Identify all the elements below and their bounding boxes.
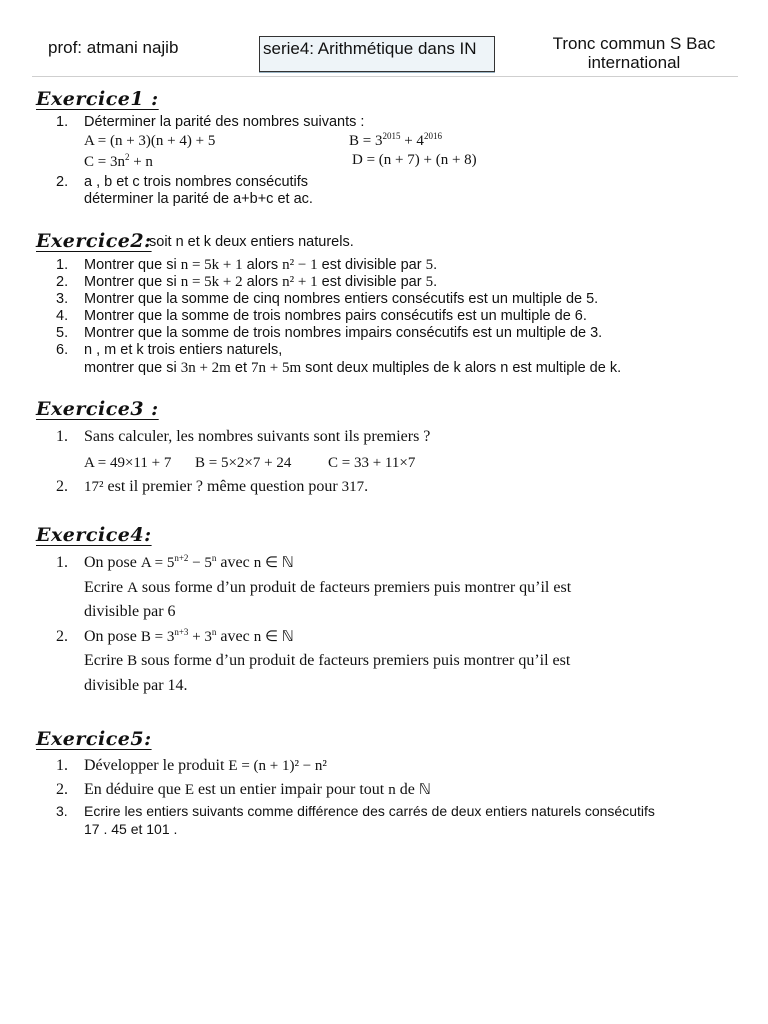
ex3-q1-text: Sans calculer, les nombres suivants sont ils premiers ? xyxy=(84,428,431,445)
ex1-q2-number: 2. xyxy=(56,174,69,190)
ex2-last-m1: 3n + 2m xyxy=(180,360,231,376)
ex4-q2-m2: n ∈ ℕ xyxy=(253,629,294,645)
ex1-expr-B xyxy=(349,131,442,150)
ex2-item2-d: . xyxy=(433,274,438,290)
ex4-q2-line3: divisible par 14. xyxy=(84,677,188,694)
ex3-expr-A: A = 49×11 + 7 xyxy=(84,455,172,471)
class-level-line1: Tronc commun S Bac xyxy=(552,34,716,53)
ex4-q1-m-exp: n+2 xyxy=(174,553,189,563)
ex5-q2-m1: E xyxy=(184,782,195,798)
ex5-q1-number: 1. xyxy=(56,757,68,774)
exercise3-title: Exercice3 : xyxy=(36,398,159,420)
ex4-q1-line2 xyxy=(84,579,571,597)
ex4-q1-a: On pose xyxy=(84,554,141,571)
ex4-q2-m-exp: n+3 xyxy=(174,627,189,637)
ex3-q1-number: 1. xyxy=(56,428,68,445)
ex2-item6-line2 xyxy=(84,360,621,377)
ex4-q1-line2-a: Ecrire xyxy=(84,579,128,596)
ex4-q1-m2: n ∈ ℕ xyxy=(253,555,294,571)
ex3-q2-a: est il premier ? même question pour xyxy=(103,478,342,495)
ex2-item-4 xyxy=(56,308,587,324)
ex2-item-3 xyxy=(56,291,598,307)
ex2-item2-m2: n² + 1 xyxy=(282,274,318,290)
ex2-item4-number: 4. xyxy=(56,308,69,324)
ex4-q1-m-base: A = 5 xyxy=(140,555,175,571)
ex2-last-a: montrer que si xyxy=(84,360,181,376)
ex2-item2-b: alors xyxy=(242,274,283,290)
ex4-q1-line2-b: sous forme d’un produit de facteurs premiers puis montrer qu’il est xyxy=(137,579,572,596)
ex5-question3 xyxy=(56,803,655,819)
header-divider xyxy=(32,76,738,77)
ex5-q2-c: de xyxy=(395,781,419,798)
ex2-item3-text: Montrer que la somme de cinq nombres entiers consécutifs est un multiple de 5. xyxy=(84,291,599,307)
ex4-q2-b: avec xyxy=(216,628,254,645)
ex5-q3-line2: 17 . 45 et 101 . xyxy=(84,821,178,837)
ex5-q3-line1: Ecrire les entiers suivants comme différence des carrés de deux entiers naturels consécutifs xyxy=(84,803,655,819)
ex4-q2-line2-m: B xyxy=(127,653,138,669)
ex4-q2-number: 2. xyxy=(56,628,68,645)
ex2-item1-d: . xyxy=(433,257,438,273)
ex3-question2 xyxy=(56,478,368,496)
series-title-box xyxy=(259,36,495,72)
ex2-item1-m3: 5 xyxy=(425,257,434,273)
teacher-name: prof: atmani najib xyxy=(48,38,179,57)
class-level-line2: international xyxy=(587,53,681,72)
ex1-q1-text: Déterminer la parité des nombres suivants : xyxy=(84,114,365,130)
ex4-q2-m-base: B = 3 xyxy=(140,629,175,645)
ex3-q2-m2: 317 xyxy=(341,479,365,495)
ex2-item3-number: 3. xyxy=(56,291,69,307)
ex4-q1-m-exp2: n xyxy=(211,553,217,563)
exercise2-title: Exercice2: xyxy=(36,230,152,252)
ex5-q2-m3: ℕ xyxy=(418,782,431,798)
ex4-q2-line2 xyxy=(84,652,570,670)
ex4-question1 xyxy=(56,553,294,572)
ex1-C-exp: 2 xyxy=(124,152,130,162)
ex1-q1-number: 1. xyxy=(56,114,69,130)
ex2-item5-text: Montrer que la somme de trois nombres impairs consécutifs est un multiple de 3. xyxy=(84,325,603,341)
ex4-q2-m-rest: + 3 xyxy=(188,629,212,645)
exercise1-title: Exercice1 : xyxy=(36,88,159,110)
ex4-q1-b: avec xyxy=(216,554,254,571)
ex1-question2 xyxy=(56,174,308,190)
ex1-expr-D: D = (n + 7) + (n + 8) xyxy=(352,152,477,168)
ex2-last-b: et xyxy=(230,360,252,376)
class-level xyxy=(530,34,738,72)
ex2-item-2 xyxy=(56,274,437,291)
ex2-item2-m3: 5 xyxy=(425,274,434,290)
ex4-q1-line2-m: A xyxy=(127,580,138,596)
ex3-question1 xyxy=(56,428,430,446)
ex2-item2-m1: n = 5k + 2 xyxy=(180,274,243,290)
ex1-C-rest: + n xyxy=(129,154,153,170)
ex2-item1-m2: n² − 1 xyxy=(282,257,318,273)
ex2-item6-text: n , m et k trois entiers naturels, xyxy=(84,342,283,358)
ex2-item1-a: Montrer que si xyxy=(84,257,181,273)
ex5-q2-a: En déduire que xyxy=(84,781,185,798)
ex1-expr-C xyxy=(84,152,153,171)
ex4-q1-number: 1. xyxy=(56,554,68,571)
ex4-q2-line2-a: Ecrire xyxy=(84,652,128,669)
ex5-q2-m2: n xyxy=(388,782,396,798)
ex5-q2-b: est un entier impair pour tout xyxy=(194,781,389,798)
ex2-item1-c: est divisible par xyxy=(317,257,426,273)
ex4-q1-line3: divisible par 6 xyxy=(84,603,176,620)
ex4-q2-m-exp2: n xyxy=(211,627,217,637)
ex1-question1 xyxy=(56,114,364,130)
ex2-intro: soit n et k deux entiers naturels. xyxy=(149,234,354,250)
exercise5-title: Exercice5: xyxy=(36,728,152,750)
ex2-item1-m1: n = 5k + 1 xyxy=(180,257,243,273)
ex3-expr-C: C = 33 + 11×7 xyxy=(328,455,416,471)
ex5-q1-m: E = (n + 1)² − n² xyxy=(228,758,327,774)
ex1-B-plus: + 4 xyxy=(400,133,424,149)
ex3-q2-m1: 17² xyxy=(84,479,104,495)
exercise4-title: Exercice4: xyxy=(36,524,152,546)
ex2-item2-c: est divisible par xyxy=(317,274,426,290)
ex1-B-exp2: 2016 xyxy=(423,131,442,141)
ex1-B-exp1: 2015 xyxy=(382,131,401,141)
ex3-expr-B: B = 5×2×7 + 24 xyxy=(195,455,292,471)
ex5-q1-a: Développer le produit xyxy=(84,757,229,774)
ex2-item1-b: alors xyxy=(242,257,283,273)
series-title: serie4: Arithmétique dans IN xyxy=(263,39,477,58)
ex1-q2-line1: a , b et c trois nombres consécutifs xyxy=(84,174,309,190)
ex5-question2 xyxy=(56,780,431,799)
ex2-item5-number: 5. xyxy=(56,325,69,341)
ex4-q2-a: On pose xyxy=(84,628,141,645)
ex4-q2-line2-b: sous forme d’un produit de facteurs premiers puis montrer qu’il est xyxy=(137,652,571,669)
ex2-item2-a: Montrer que si xyxy=(84,274,181,290)
ex3-q2-b: . xyxy=(364,478,369,495)
ex2-item-5 xyxy=(56,325,602,341)
ex4-question2 xyxy=(56,627,294,646)
ex2-item-1 xyxy=(56,257,437,274)
ex2-item1-number: 1. xyxy=(56,257,69,273)
ex1-C-base: C = 3n xyxy=(84,154,125,170)
ex2-item4-text: Montrer que la somme de trois nombres pairs consécutifs est un multiple de 6. xyxy=(84,308,587,324)
ex1-B-base: B = 3 xyxy=(349,133,383,149)
ex5-q3-number: 3. xyxy=(56,803,68,819)
ex2-last-c: sont deux multiples de k alors n est multiple de k. xyxy=(301,360,622,376)
ex2-item2-number: 2. xyxy=(56,274,69,290)
ex2-item6-number: 6. xyxy=(56,342,69,358)
ex1-q2-line2: déterminer la parité de a+b+c et ac. xyxy=(84,191,313,207)
ex1-expr-A: A = (n + 3)(n + 4) + 5 xyxy=(84,133,216,149)
ex3-q2-number: 2. xyxy=(56,478,68,495)
ex5-question1 xyxy=(56,757,327,775)
ex2-item-6 xyxy=(56,342,282,358)
ex2-last-m2: 7n + 5m xyxy=(251,360,302,376)
ex4-q1-m-rest: − 5 xyxy=(188,555,212,571)
ex5-q2-number: 2. xyxy=(56,781,68,798)
